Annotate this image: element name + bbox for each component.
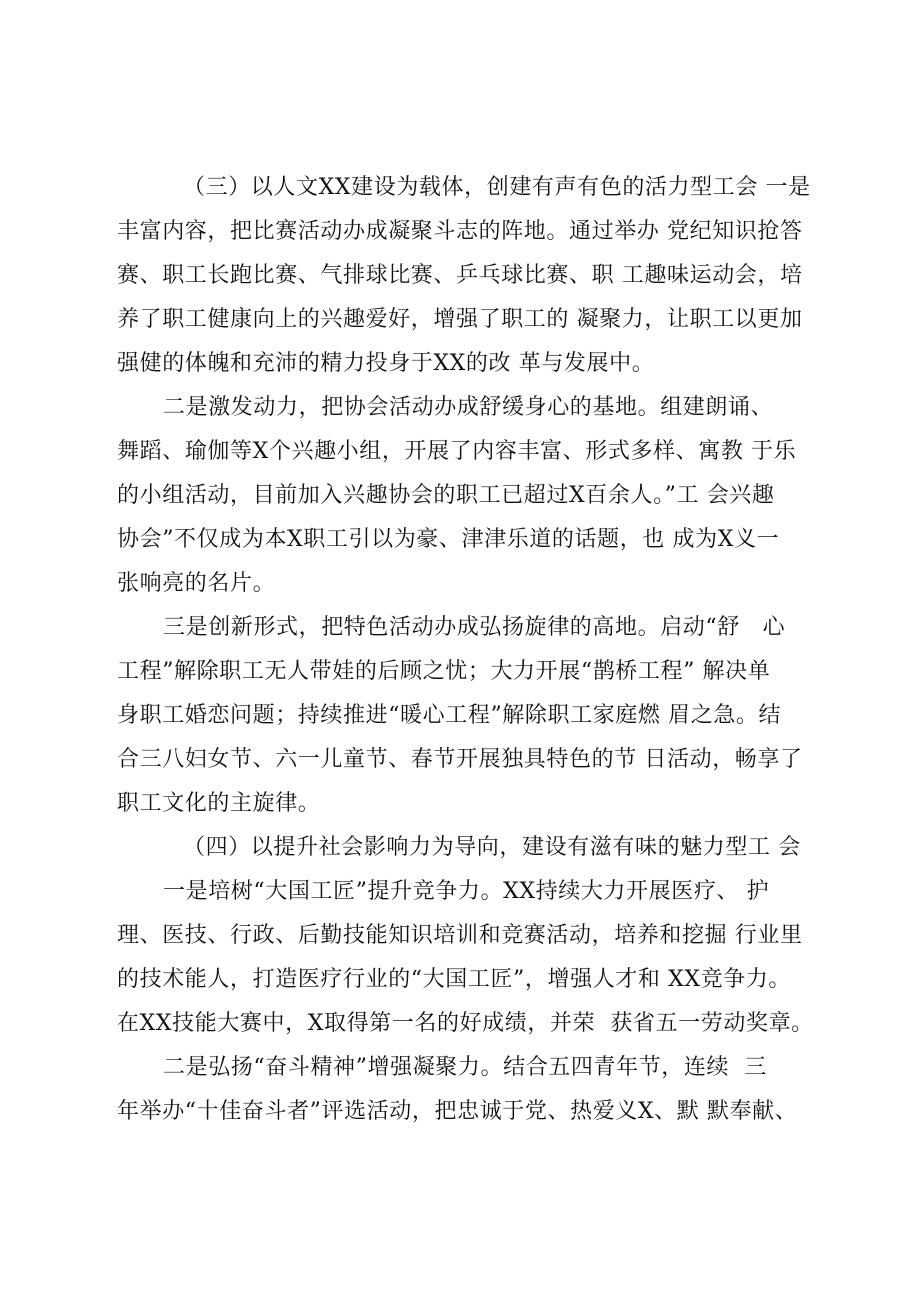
text-line: 张响亮的名片。 <box>117 571 276 596</box>
text-line: 的技术能人，打造医疗行业的“大国工匠”，增强人才和 XX竞争力。 <box>117 967 792 992</box>
text-line: 一是培树“大国工匠”提升竞争力。XX持续大力开展医疗、 护 <box>163 879 770 904</box>
text-line: 赛、职工长跑比赛、气排球比赛、乒乓球比赛、职 工趣味运动会，培 <box>117 263 803 288</box>
text-line: 年举办“十佳奋斗者”评选活动，把忠诚于党、热爱义X、默 默奉献、 <box>117 1099 798 1124</box>
document-body <box>117 166 817 1134</box>
text-line: 身职工婚恋问题；持续推进“暖心工程”解除职工家庭燃 眉之急。结 <box>117 703 782 728</box>
text-line: 的小组活动，目前加入兴趣协会的职工已超过X百余人。”工 会兴趣 <box>117 483 775 508</box>
text-line: （三）以人文XX建设为载体，创建有声有色的活力型工会 一是 <box>183 175 811 200</box>
text-line: 强健的体魄和充沛的精力投身于XX的改 革与发展中。 <box>117 351 655 376</box>
text-line: 职工文化的主旋律。 <box>117 791 321 816</box>
paragraph-struggle <box>117 1046 817 1134</box>
paragraph-craftsman <box>117 870 817 1046</box>
text-line: 在XX技能大赛中，X取得第一名的好成绩，并荣 获省五一劳动奖章。 <box>117 1011 814 1036</box>
text-line: 合三八妇女节、六一儿童节、春节开展独具特色的节 日活动，畅享了 <box>117 747 803 772</box>
text-line: 三是创新形式，把特色活动办成弘扬旋律的高地。启动“舒 心 <box>163 615 786 640</box>
paragraph-section-3 <box>117 166 817 386</box>
text-line: 舞蹈、瑜伽等X个兴趣小组，开展了内容丰富、形式多样、寓教 于乐 <box>117 439 797 464</box>
text-line: 协会”不仅成为本X职工引以为豪、津津乐道的话题，也 成为X义一 <box>117 527 780 552</box>
text-line: 二是激发动力，把协会活动办成舒缓身心的基地。组建朗诵、 <box>163 395 774 420</box>
paragraph-section-4-heading <box>117 826 817 870</box>
section-heading: （四）以提升社会影响力为导向，建设有滋有味的魅力型工 会 <box>183 835 801 860</box>
text-line: 工程”解除职工无人带娃的后顾之忧；大力开展“鹊桥工程” 解决单 <box>117 659 771 684</box>
text-line: 养了职工健康向上的兴趣爱好，增强了职工的 凝聚力，让职工以更加 <box>117 307 803 332</box>
text-line: 丰富内容，把比赛活动办成凝聚斗志的阵地。通过举办 党纪知识抢答 <box>117 219 803 244</box>
paragraph-innovation <box>117 606 817 826</box>
text-line: 理、医技、行政、后勤技能知识培训和竞赛活动，培养和挖掘 行业里 <box>117 923 803 948</box>
paragraph-motivation <box>117 386 817 606</box>
text-line: 二是弘扬“奋斗精神”增强凝聚力。结合五四青年节，连续 三 <box>163 1055 767 1080</box>
